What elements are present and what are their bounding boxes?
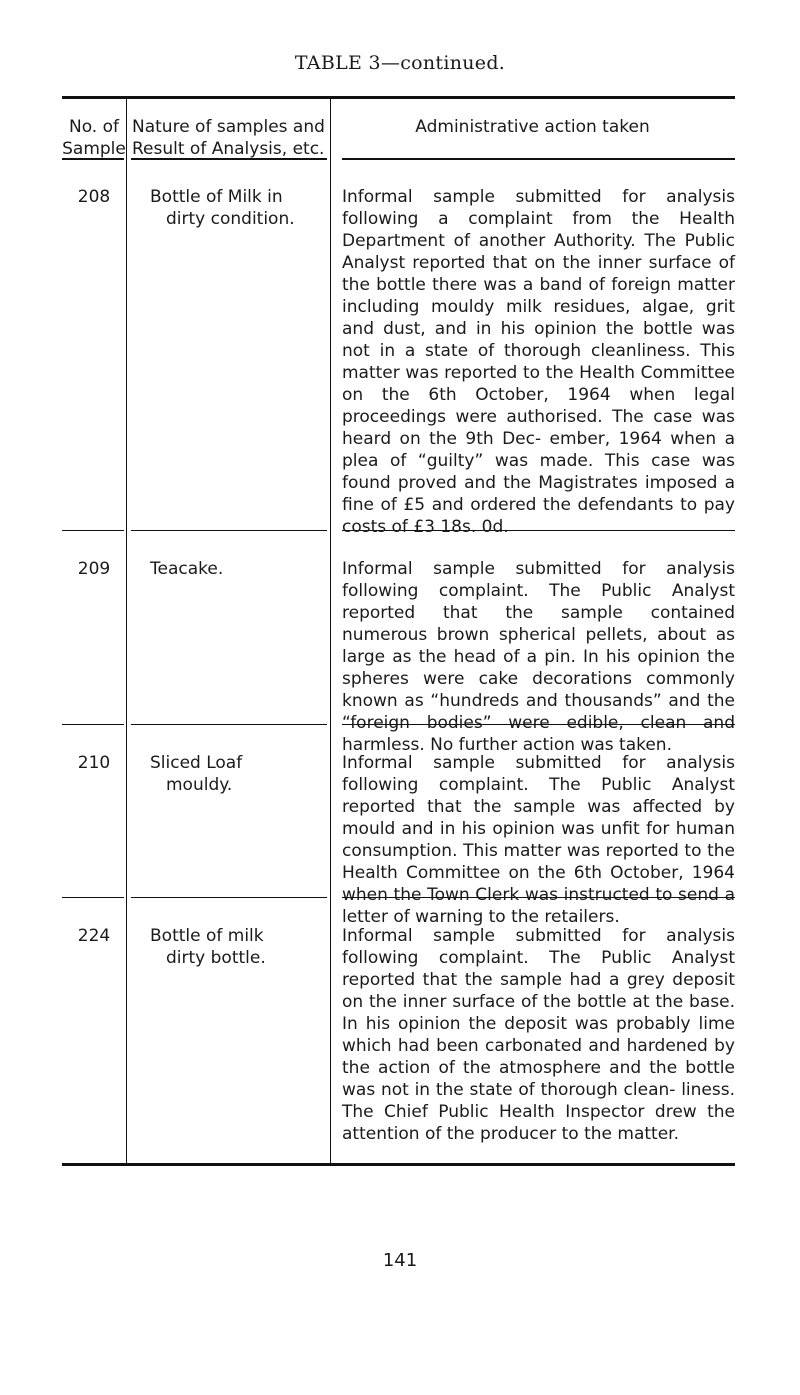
page-number: 141: [382, 1250, 418, 1271]
row-210-nature: Sliced Loaf mouldy.: [150, 753, 243, 795]
row-209-number: 209: [77, 559, 111, 579]
bottom-rule: [62, 1163, 735, 1166]
col-divider-1: [126, 96, 127, 1166]
row-208-nature: Bottle of Milk in dirty condition.: [150, 187, 295, 229]
header-nature: Nature of samples and Result of Analysis, etc.: [132, 117, 325, 159]
header-action: Administrative action taken: [415, 117, 650, 137]
row-rule-3a: [62, 897, 124, 898]
row-224-action: Informal sample submitted for analysis following complaint. The Public Analyst reported that the sample had a grey deposit on the inner surface of the bottle at the base. In his opinion the deposit was probably lime which had been carbonated and hardened by the action of the atmosphere and the bottle was not in the state of thorough clean- liness. The Chief Public Health Inspector drew the attention of the producer to the matter.: [342, 926, 735, 1144]
row-rule-1a: [62, 530, 124, 531]
row-rule-2a: [62, 724, 124, 725]
row-208-number: 208: [77, 187, 111, 207]
row-209-nature: Teacake.: [150, 559, 224, 579]
row-rule-3b: [131, 897, 327, 898]
page-title: TABLE 3—continued.: [294, 52, 506, 74]
row-224-number: 224: [77, 926, 111, 946]
header-rule-3: [342, 158, 735, 160]
row-210-number: 210: [77, 753, 111, 773]
row-210-action: Informal sample submitted for analysis following complaint. The Public Analyst reported that the sample was affected by mould and in his opinion was unfit for human consumption. This matter was reported to the Health Committee on the 6th October, 1964 when the Town Clerk was instructed to send a letter of warning to the retailers.: [342, 753, 735, 927]
header-sample-number: No. of Sample: [62, 117, 126, 159]
row-208-action: Informal sample submitted for analysis following a complaint from the Health Department of another Authority. The Public Analyst reported that on the inner surface of the bottle there was a band of foreign matter including mouldy milk residues, algae, grit and dust, and in his opinion the bottle was not in a state of thorough cleanliness. This matter was reported to the Health Committee on the 6th October, 1964 when legal proceedings were authorised. The case was heard on the 9th Dec- ember, 1964 when a plea of “guilty” was made. This case was found proved and the Magistrates imposed a fine of £5 and ordered the defendants to pay costs of £3 18s. 0d.: [342, 187, 735, 537]
row-209-action: Informal sample submitted for analysis following complaint. The Public Analyst reported that the sample contained numerous brown spherical pellets, about as large as the head of a pin. In his opinion the spheres were cake decorations commonly known as “hundreds and thousands” and the “foreign bodies” were edible, clean and harmless. No further action was taken.: [342, 559, 735, 755]
row-rule-2b: [131, 724, 327, 725]
top-rule: [62, 96, 735, 99]
row-224-nature: Bottle of milk dirty bottle.: [150, 926, 266, 968]
col-divider-2: [330, 96, 331, 1166]
row-rule-1b: [131, 530, 327, 531]
